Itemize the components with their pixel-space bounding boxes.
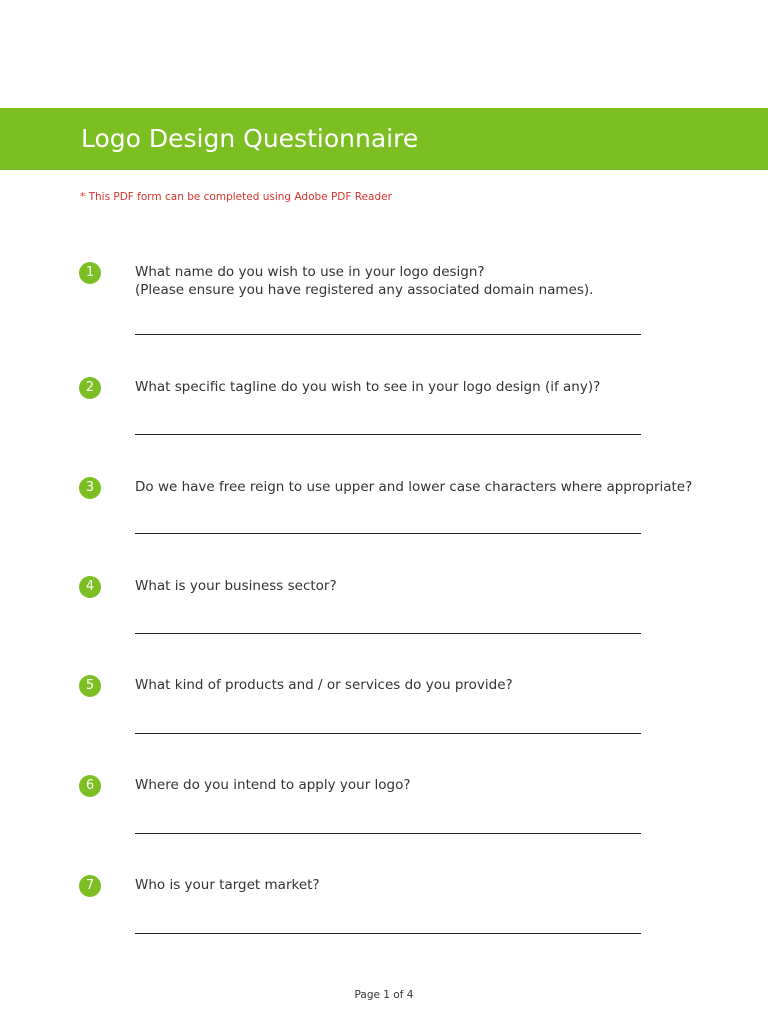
question-number-badge: 5 [79,675,101,697]
answer-field-4[interactable] [135,633,641,634]
page-title: Logo Design Questionnaire [81,124,419,153]
question-line: What name do you wish to use in your logo design? [135,264,485,280]
answer-field-5[interactable] [135,733,641,734]
question-text: What is your business sector? [135,578,337,594]
question-number-badge: 6 [79,775,101,797]
answer-field-1[interactable] [135,334,641,335]
question-text: What specific tagline do you wish to see in your logo design (if any)? [135,379,601,395]
question-number-badge: 2 [79,377,101,399]
question-number-badge: 4 [79,576,101,598]
question-number-badge: 1 [79,262,101,284]
pdf-form-note: * This PDF form can be completed using Adobe PDF Reader [80,191,392,203]
page-number: Page 1 of 4 [354,989,414,1001]
question-text: Do we have free reign to use upper and lower case characters where appropriate? [135,479,693,495]
question-number-badge: 3 [79,477,101,499]
question-line-secondary: (Please ensure you have registered any associated domain names). [135,282,594,298]
header-bar [0,108,768,170]
answer-field-2[interactable] [135,434,641,435]
question-number-badge: 7 [79,875,101,897]
question-text [135,263,593,299]
answer-field-3[interactable] [135,533,641,534]
answer-field-7[interactable] [135,933,641,934]
question-text: What kind of products and / or services do you provide? [135,677,513,693]
answer-field-6[interactable] [135,833,641,834]
question-text: Where do you intend to apply your logo? [135,777,411,793]
question-text: Who is your target market? [135,877,320,893]
